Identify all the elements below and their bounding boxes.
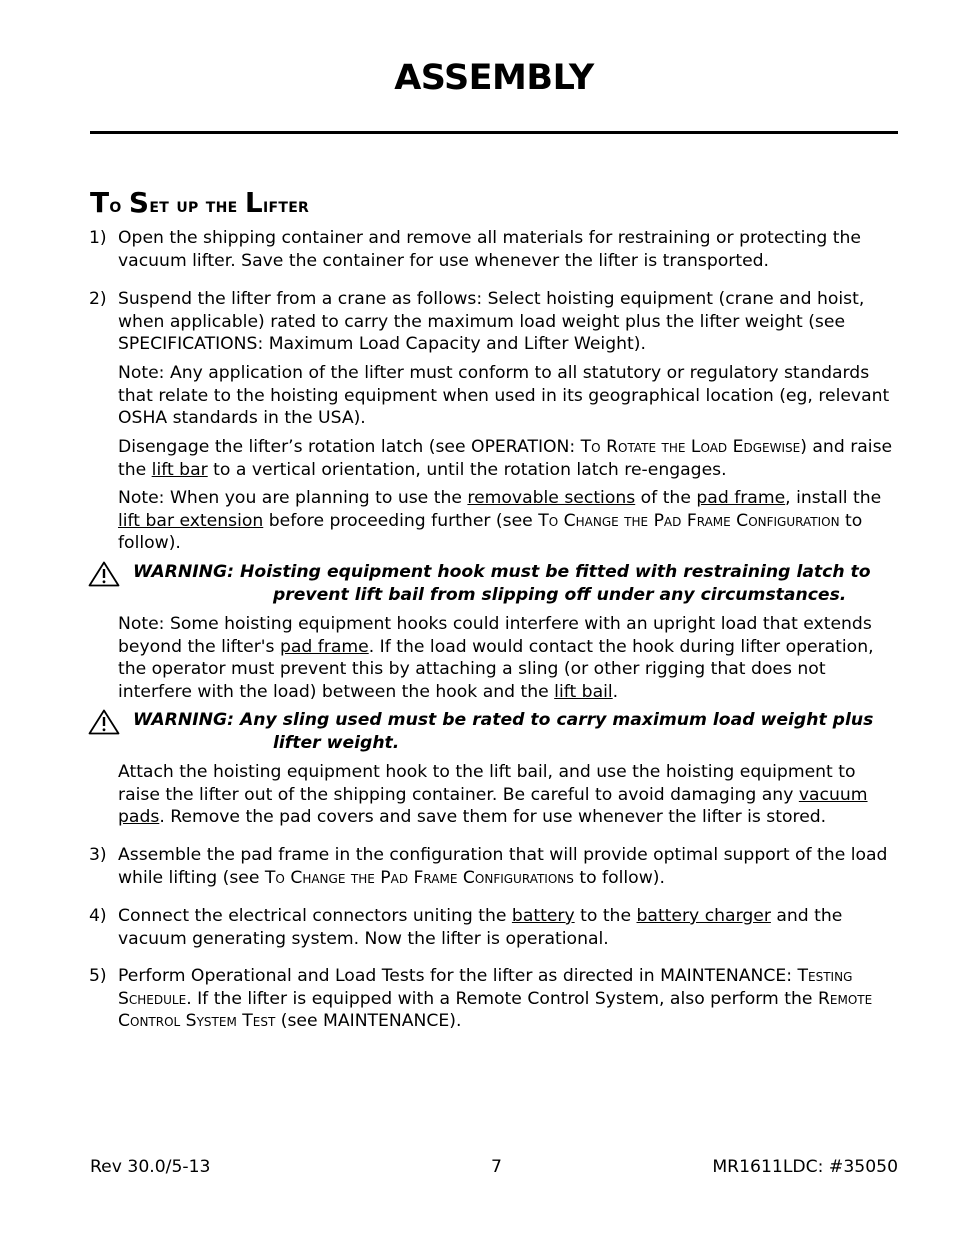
step-2	[89, 288, 898, 356]
battery-link[interactable]: battery	[511, 906, 575, 926]
footer-document-id: MR1611LDC: #35050	[712, 1157, 898, 1177]
note-hook-interference: Note: Some hoisting equipment hooks could interfere with an upright load that extends beyond the lifter's pad frame. If the load would contact the hook during lifter operation, the operator must prevent this by attaching a sling (or other rigging that does not interfere with the load) between the hook and the lift bail.	[118, 614, 874, 702]
battery-charger-link[interactable]: battery charger	[636, 906, 771, 926]
note-osha: Note: Any application of the lifter must conform to all statutory or regulatory standards that relate to the hoisting equipment when used in its geographical location (eg, relevant OSHA standards in the USA).	[118, 363, 890, 429]
step-number: 3)	[89, 845, 107, 865]
step-number: 2)	[89, 289, 107, 309]
lift-bar-link[interactable]: lift bar	[151, 459, 208, 480]
step-text: Suspend the lifter from a crane as follows: Select hoisting equipment (crane and hoist, when applicable) rated to carry the maximum load weight plus the lifter weight (see SPECIFICATIONS: Maximum Load Capacity and Lifter Weight).	[118, 289, 865, 355]
attach-paragraph: Attach the hoisting equipment hook to the lift bail, and use the hoisting equipment to raise the lifter out of the shipping container. Be careful to avoid damaging any vacuum pads. Remove the pad covers and save them for use whenever the lifter is stored.	[118, 762, 868, 828]
title-divider	[90, 131, 898, 134]
warning-triangle-icon	[88, 561, 120, 587]
step-3: 3) Assemble the pad frame in the configuration that will provide optimal support of the load while lifting (see To Change the Pad Frame Configurations to follow).	[89, 845, 888, 888]
lift-bar-extension-link[interactable]: lift bar extension	[118, 510, 264, 531]
disengage-paragraph: Disengage the lifter’s rotation latch (see OPERATION: To Rotate the Load Edgewise) and raise the lift bar to a vertical orientation, until the rotation latch re-engages.	[118, 437, 893, 480]
step-number: 1)	[89, 228, 107, 248]
footer-revision: Rev 30.0/5-13	[90, 1157, 211, 1177]
pad-frame-link[interactable]: pad frame	[696, 488, 786, 508]
step-4: 4) Connect the electrical connectors uniting the battery to the battery charger and the vacuum generating system. Now the lifter is operational.	[89, 906, 843, 949]
step-text: Open the shipping container and remove all materials for restraining or protecting the vacuum lifter. Save the container for use whenever the lifter is transported.	[118, 228, 861, 271]
warning-triangle-icon	[88, 709, 120, 735]
step-number: 5)	[89, 966, 107, 986]
step-5: 5) Perform Operational and Load Tests for the lifter as directed in MAINTENANCE: Testing Schedule. If the lifter is equipped with a Remote Control System, also perform the Remote Control System Test (see MAINTENANCE).	[89, 966, 873, 1032]
note-extension: Note: When you are planning to use the removable sections of the pad frame, install the lift bar extension before proceeding further (see To Change the Pad Frame Configuration to follow).	[118, 488, 882, 554]
pad-frame-link[interactable]: pad frame	[279, 636, 369, 657]
vacuum-pads-link[interactable]: vacuum pads	[118, 784, 868, 828]
step-1	[89, 227, 898, 272]
page-title: ASSEMBLY	[394, 58, 594, 98]
step-number: 4)	[89, 906, 107, 926]
section-heading: To Set up the Lifter	[90, 186, 310, 219]
footer-page-number: 7	[491, 1157, 502, 1177]
removable-sections-link[interactable]: removable sections	[467, 488, 636, 508]
lift-bail-link[interactable]: lift bail	[554, 681, 613, 702]
